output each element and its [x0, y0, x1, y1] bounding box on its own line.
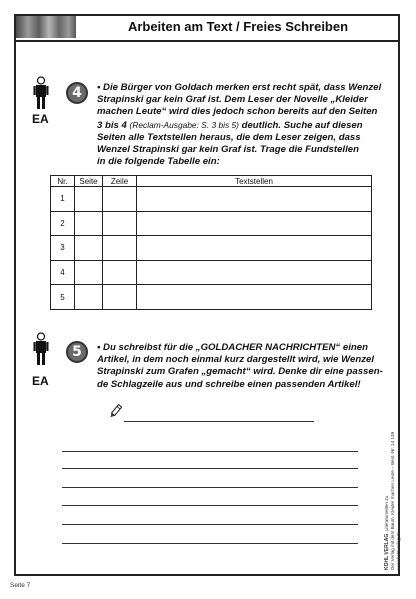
cell-zeile[interactable] — [103, 260, 137, 285]
task-5-text — [97, 342, 393, 391]
cell-seite[interactable] — [75, 260, 103, 285]
task-4-line: • Die Bürger von Goldach merken erst recht spät, dass Wenzel — [97, 82, 382, 93]
findings-table — [50, 175, 372, 310]
column-header-nr: Nr. — [51, 176, 75, 187]
page-number: Seite 7 — [10, 582, 31, 589]
cell-zeile[interactable] — [103, 211, 137, 236]
person-icon — [33, 332, 49, 366]
task-4-line: in die folgende Tabelle ein: — [97, 156, 220, 168]
writing-line[interactable] — [62, 543, 358, 544]
table-row — [51, 285, 372, 310]
publisher-website: www.kohlverlag.de — [395, 531, 401, 570]
cell-textstellen[interactable] — [137, 236, 372, 261]
page-title: Arbeiten am Text / Freies Schreiben — [127, 19, 349, 34]
person-icon — [33, 76, 49, 110]
cell-textstellen[interactable] — [137, 211, 372, 236]
column-header-seite: Seite — [75, 176, 103, 187]
cell-seite[interactable] — [75, 187, 103, 212]
header-photo — [16, 16, 76, 38]
worksheet-header — [14, 14, 400, 42]
cell-zeile[interactable] — [103, 236, 137, 261]
writing-line[interactable] — [62, 524, 358, 525]
cell-seite[interactable] — [75, 285, 103, 310]
cell-textstellen[interactable] — [137, 285, 372, 310]
column-header-zeile: Zeile — [103, 176, 137, 187]
cell-seite[interactable] — [75, 211, 103, 236]
column-header-textstellen: Textstellen — [137, 176, 372, 187]
writing-line[interactable] — [62, 505, 358, 506]
cell-zeile[interactable] — [103, 187, 137, 212]
cell-zeile[interactable] — [103, 285, 137, 310]
task-5-line: Artikel, in dem noch einmal kurz dargestellt wird, wie Wenzel — [97, 354, 375, 366]
pencil-icon — [108, 404, 122, 425]
cell-seite[interactable] — [75, 236, 103, 261]
writing-line[interactable] — [62, 487, 358, 488]
row-number: 3 — [51, 236, 75, 261]
publisher-tagline: Der Verlag mit dem Baum — [390, 517, 396, 570]
work-mode-label: EA — [32, 374, 49, 388]
table-row — [51, 211, 372, 236]
task-4-line: Wenzel Strapinski gar kein Graf ist. Trage die Fundstellen — [97, 144, 359, 156]
book-title-line: Literaturseiten zu — [384, 495, 389, 532]
publisher-sidebar — [384, 432, 401, 570]
row-number: 1 — [51, 187, 75, 212]
row-number: 4 — [51, 260, 75, 285]
cell-textstellen[interactable] — [137, 260, 372, 285]
writing-line[interactable] — [62, 451, 358, 452]
task-number-5: 5 — [66, 341, 88, 363]
headline-writing-line[interactable] — [124, 421, 314, 422]
task-5-line: Strapinski zum Grafen „gemacht“ wird. Denke dir eine passen- — [97, 366, 383, 378]
table-row — [51, 236, 372, 261]
order-number-line: Kleider machen Leute – Best.-Nr. 14 139 — [390, 431, 396, 515]
task-4-line: Seiten alle Textstellen heraus, die dem Leser zeigen, dass — [97, 131, 361, 143]
row-number: 5 — [51, 285, 75, 310]
publisher-logo: KOHL VERLAG — [384, 533, 390, 570]
task-4-line: machen Leute“ wird dies jedoch schon bereits auf den Seiten — [97, 106, 378, 118]
work-mode-label: EA — [32, 112, 49, 126]
cell-textstellen[interactable] — [137, 187, 372, 212]
task-number-4: 4 — [66, 82, 88, 104]
task-4-line: Strapinski gar kein Graf ist. Dem Leser der Novelle „Kleider — [97, 94, 368, 106]
task-4-line-pages: 3 bis 4 (Reclam-Ausgabe: S. 3 bis 5) deutlich. Suche auf diesen — [97, 119, 363, 131]
table-row — [51, 260, 372, 285]
task-5-line: • Du schreibst für die „GOLDACHER NACHRICHTEN“ einen — [97, 342, 368, 353]
task-5-line: de Schlagzeile aus und schreibe einen passenden Artikel! — [97, 378, 361, 390]
table-row — [51, 187, 372, 212]
task-4-text — [97, 82, 393, 168]
row-number: 2 — [51, 211, 75, 236]
writing-line[interactable] — [62, 468, 358, 469]
table-header-row — [51, 176, 372, 187]
